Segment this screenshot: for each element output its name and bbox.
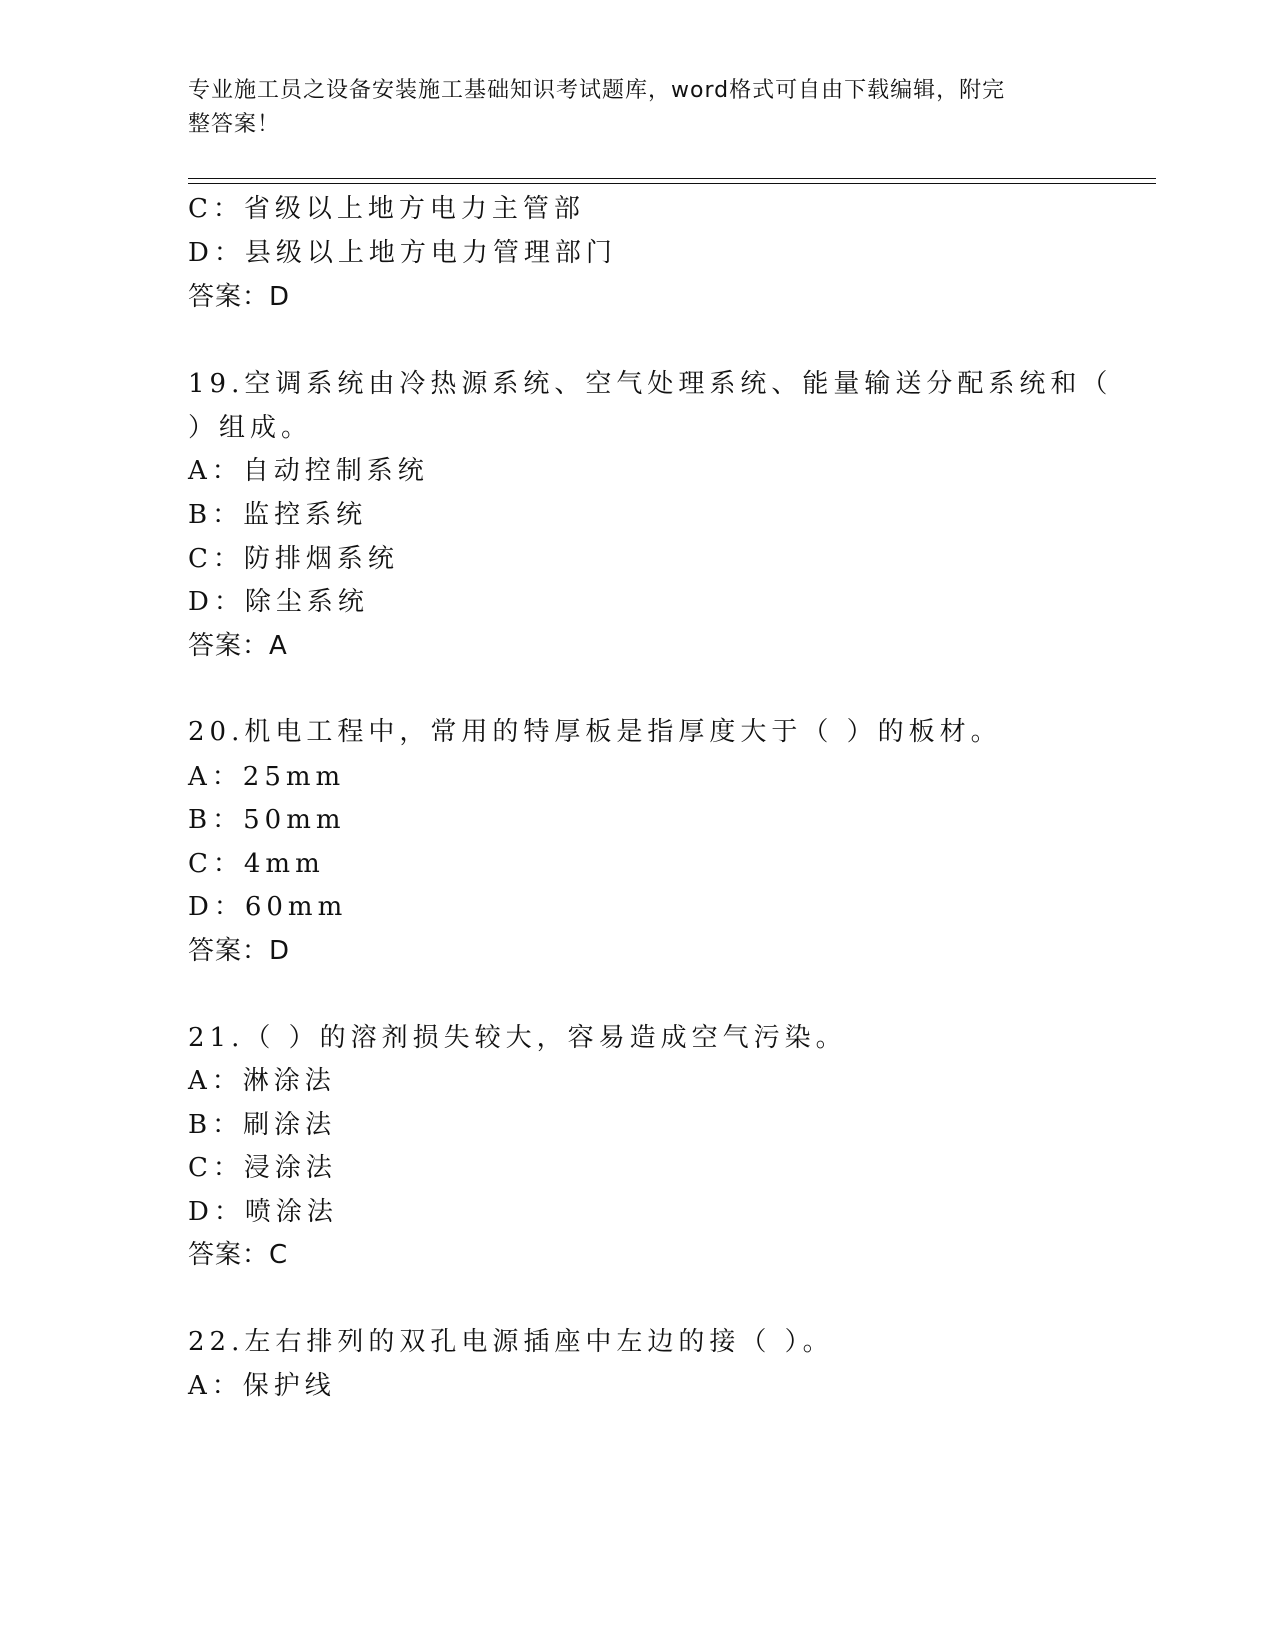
header-divider-bottom — [188, 183, 1156, 184]
document-header — [188, 74, 1088, 142]
q19-option-c: C：防排烟系统 — [188, 544, 399, 574]
prev-answer: 答案：D — [188, 282, 291, 312]
q21-option-b: B：刷涂法 — [188, 1110, 337, 1140]
q20-option-a: A：25mm — [188, 762, 346, 792]
q19-option-b: B：监控系统 — [188, 500, 368, 530]
q20-stem: 20.机电工程中，常用的特厚板是指厚度大于（ ）的板材。 — [188, 717, 1002, 747]
q20-option-d: D：60mm — [188, 892, 348, 922]
q19-option-d: D：除尘系统 — [188, 587, 369, 617]
prev-option-c: C：省级以上地方电力主管部 — [188, 194, 585, 224]
q22-stem: 22.左右排列的双孔电源插座中左边的接（ ）。 — [188, 1327, 834, 1357]
q19-answer: 答案：A — [188, 631, 288, 661]
prev-option-d: D：县级以上地方电力管理部门 — [188, 238, 617, 268]
q19-option-a: A：自动控制系统 — [188, 456, 429, 486]
q21-stem: 21.（ ）的溶剂损失较大，容易造成空气污染。 — [188, 1023, 847, 1053]
header-divider-top — [188, 178, 1156, 179]
q20-option-c: C：4mm — [188, 849, 325, 879]
header-line-1: 专业施工员之设备安装施工基础知识考试题库，word格式可自由下载编辑，附完 — [188, 78, 1006, 103]
q19-stem-line-1: 19.空调系统由冷热源系统、空气处理系统、能量输送分配系统和（ — [188, 369, 1113, 399]
q20-answer: 答案：D — [188, 936, 291, 966]
q19-stem-line-2: ）组成。 — [188, 413, 313, 443]
q22-option-a: A：保护线 — [188, 1371, 336, 1401]
q21-answer: 答案：C — [188, 1240, 289, 1270]
q21-option-d: D：喷涂法 — [188, 1197, 338, 1227]
header-line-2: 整答案！ — [188, 112, 281, 137]
q21-option-c: C：浸涂法 — [188, 1153, 337, 1183]
q21-option-a: A：淋涂法 — [188, 1066, 336, 1096]
q20-option-b: B：50mm — [188, 805, 346, 835]
